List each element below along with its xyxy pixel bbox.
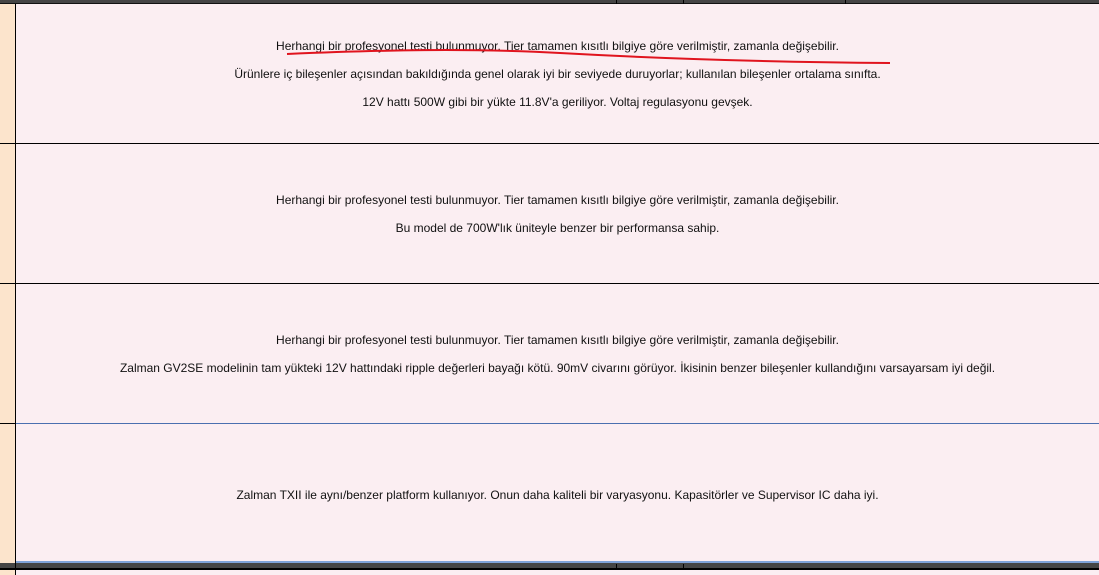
column-divider-tick: [683, 564, 684, 568]
cell-text-line: Bu model de 700W'lık üniteyle benzer bir performansa sahip.: [395, 221, 720, 235]
cell-text-line: Herhangi bir profesyonel testi bulunmuyor. Tier tamamen kısıtlı bilgiye göre verilmiştir, zamanla değişebilir.: [276, 39, 839, 53]
cell-text-line: Ürünlere iç bileşenler açısından bakıldığında genel olarak iyi bir seviyede duruyorlar; kullanılan bileşenler ortalama sınıfta.: [234, 67, 881, 81]
cell-text-line: Herhangi bir profesyonel testi bulunmuyor. Tier tamamen kısıtlı bilgiye göre verilmiştir, zamanla değişebilir.: [276, 333, 839, 347]
spreadsheet-cell-row-3[interactable]: [16, 284, 1099, 423]
row-divider: [0, 423, 16, 424]
column-divider-tick: [616, 564, 617, 568]
bottom-row-border: [16, 563, 1099, 570]
cell-text-line: Herhangi bir profesyonel testi bulunmuyor. Tier tamamen kısıtlı bilgiye göre verilmiştir, zamanla değişebilir.: [276, 193, 839, 207]
bottom-row-border: [0, 563, 15, 570]
cell-text-line: Zalman GV2SE modelinin tam yükteki 12V hattındaki ripple değerleri bayağı kötü. 90mV civarını görüyor. İkisinin benzer bileşenler kullandığını varsayarsam iyi değil.: [119, 361, 996, 375]
cell-text-line: Zalman TXII ile aynı/benzer platform kullanıyor. Onun daha kaliteli bir varyasyonu. Kapasitörler ve Supervisor IC daha iyi.: [236, 488, 879, 502]
spreadsheet-cell-row-4-selected[interactable]: [16, 423, 1099, 563]
spreadsheet-cell-row-2[interactable]: [16, 144, 1099, 283]
cell-text-line: 12V hattı 500W gibi bir yükte 11.8V'a geriliyor. Voltaj regulasyonu gevşek.: [362, 95, 753, 109]
